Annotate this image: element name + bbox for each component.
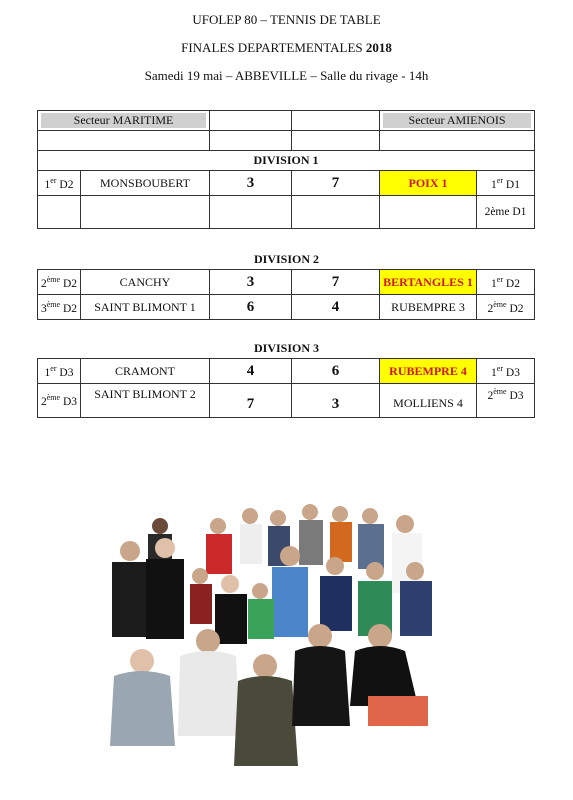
sector-left: Secteur MARITIME: [38, 111, 210, 131]
right-team-winner: BERTANGLES 1: [380, 270, 477, 295]
right-team: RUBEMPRE 3: [380, 295, 477, 320]
right-rank: 1er D1: [477, 171, 535, 196]
right-rank: 1er D2: [477, 270, 535, 295]
subtitle-text: FINALES DEPARTEMENTALES: [181, 40, 363, 55]
division3-title: DIVISION 3: [253, 341, 319, 355]
left-rank: 1er D3: [38, 359, 81, 384]
doc-subtitle: [0, 40, 573, 56]
doc-title: UFOLEP 80 – TENNIS DE TABLE: [192, 12, 381, 27]
left-rank: 3ème D2: [38, 295, 81, 320]
left-score: 6: [210, 295, 292, 320]
division2-title: DIVISION 2: [253, 252, 319, 266]
table-row: [38, 359, 535, 384]
left-rank: 1er D2: [38, 171, 81, 196]
right-rank: 1er D3: [477, 359, 535, 384]
left-team: SAINT BLIMONT 2: [81, 384, 210, 418]
left-score: 7: [210, 384, 292, 418]
table-row: [38, 196, 535, 229]
right-team: MOLLIENS 4: [380, 384, 477, 418]
right-score: 6: [292, 359, 380, 384]
sector-row: [38, 111, 535, 131]
left-team: MONSBOUBERT: [81, 171, 210, 196]
division1-table: [37, 110, 535, 229]
left-score: 3: [210, 270, 292, 295]
left-rank: 2ème D3: [38, 384, 81, 418]
left-score: 4: [210, 359, 292, 384]
front-row-players: [110, 624, 428, 766]
left-team: SAINT BLIMONT 1: [81, 295, 210, 320]
right-rank: 2ème D3: [477, 384, 535, 418]
right-score: 7: [292, 270, 380, 295]
division1-title: DIVISION 1: [38, 151, 535, 171]
table-row: [38, 295, 535, 320]
sector-right: Secteur AMIENOIS: [380, 111, 535, 131]
division2-table: [37, 269, 535, 320]
table-row: [38, 270, 535, 295]
right-team-winner: RUBEMPRE 4: [380, 359, 477, 384]
left-score: 3: [210, 171, 292, 196]
spacer-row: [38, 131, 535, 151]
subtitle-year: 2018: [365, 40, 392, 55]
left-rank: 2ème D2: [38, 270, 81, 295]
right-rank: 2ème D1: [477, 196, 535, 229]
table-row: [38, 171, 535, 196]
right-score: 4: [292, 295, 380, 320]
right-team-winner: POIX 1: [380, 171, 477, 196]
right-score: 7: [292, 171, 380, 196]
doc-date-line: Samedi 19 mai – ABBEVILLE – Salle du rivage - 14h: [144, 68, 429, 83]
division1-header-row: [38, 151, 535, 171]
table-row: [38, 384, 535, 418]
left-team: CANCHY: [81, 270, 210, 295]
right-score: 3: [292, 384, 380, 418]
division3-table: [37, 358, 535, 418]
left-team: CRAMONT: [81, 359, 210, 384]
right-rank: 2ème D2: [477, 295, 535, 320]
group-photo: [100, 496, 480, 786]
